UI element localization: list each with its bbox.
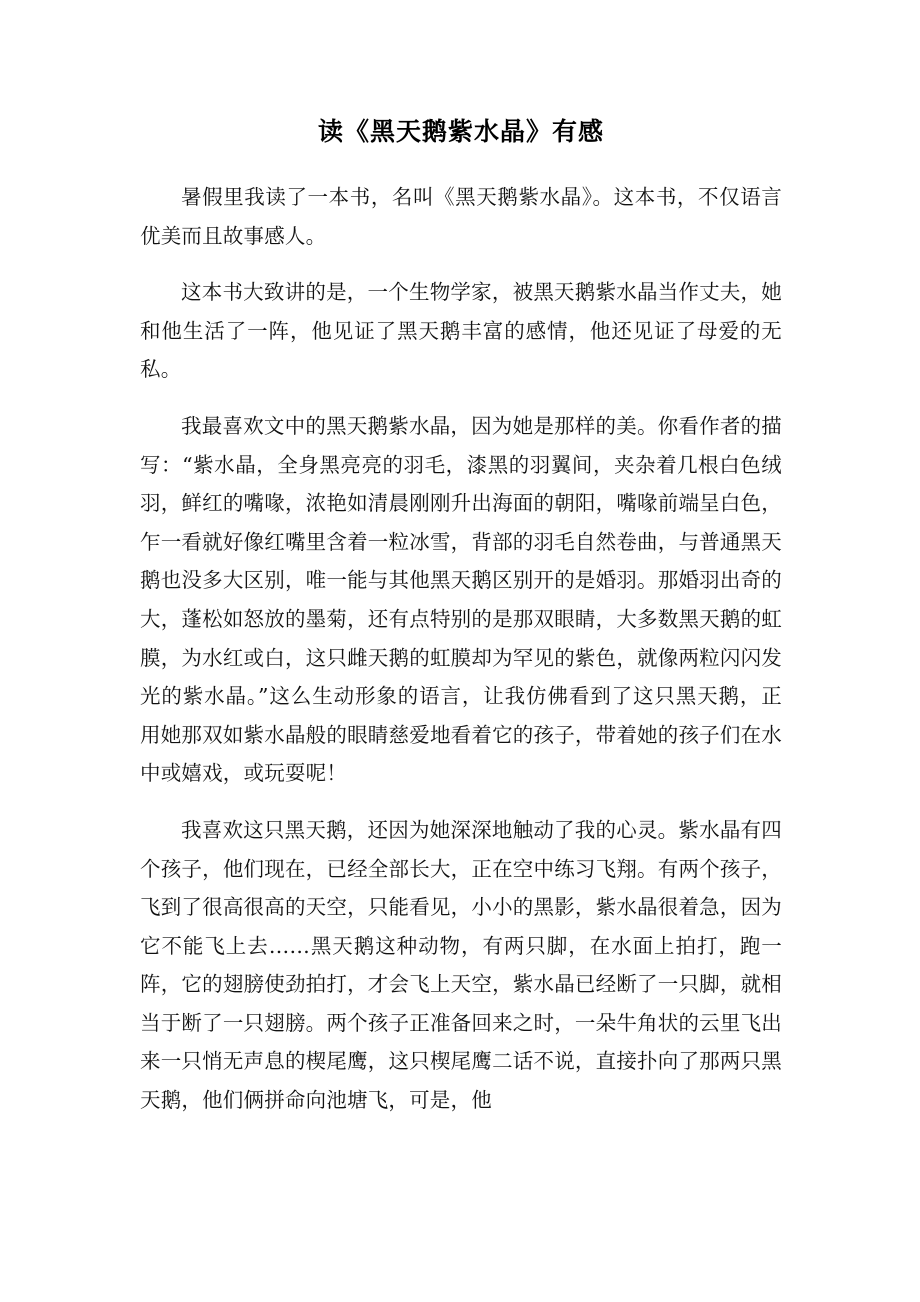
paragraph-2: 这本书大致讲的是，一个生物学家，被黑天鹅紫水晶当作丈夫，她和他生活了一阵，他见证了黑天鹅丰富的感情，他还见证了母爱的无私。 <box>140 280 782 382</box>
paragraph-1: 暑假里我读了一本书，名叫《黑天鹅紫水晶》。这本书，不仅语言优美而且故事感人。 <box>140 185 782 248</box>
page-title: 读《黑天鹅紫水晶》有感 <box>317 117 604 146</box>
paragraph-4: 我喜欢这只黑天鹅，还因为她深深地触动了我的心灵。紫水晶有四个孩子，他们现在，已经全部长大，正在空中练习飞翔。有两个孩子，飞到了很高很高的天空，只能看见，小小的黑影，紫水晶很着急，因为它不能飞上去……黑天鹅这种动物，有两只脚，在水面上拍打，跑一阵，它的翅膀使劲拍打，才会飞上天空，紫水晶已经断了一只脚，就相当于断了一只翅膀。两个孩子正准备回来之时，一朵牛角状的云里飞出来一只悄无声息的楔尾鹰，这只楔尾鹰二话不说，直接扑向了那两只黑天鹅，他们俩拼命向池塘飞，可是，他 <box>140 817 782 1113</box>
paragraph-3: 我最喜欢文中的黑天鹅紫水晶，因为她是那样的美。你看作者的描写：“紫水晶，全身黑亮亮的羽毛，漆黑的羽翼间，夹杂着几根白色绒羽，鲜红的嘴喙，浓艳如清晨刚刚升出海面的朝阳，嘴喙前端呈白色，乍一看就好像红嘴里含着一粒冰雪，背部的羽毛自然卷曲，与普通黑天鹅也没多大区别，唯一能与其他黑天鹅区别开的是婚羽。那婚羽出奇的大，蓬松如怒放的墨菊，还有点特别的是那双眼睛，大多数黑天鹅的虹膜，为水红或白，这只雌天鹅的虹膜却为罕见的紫色，就像两粒闪闪发光的紫水晶。”这么生动形象的语言，让我仿佛看到了这只黑天鹅，正用她那双如紫水晶般的眼睛慈爱地看着它的孩子，带着她的孩子们在水中或嬉戏，或玩耍呢！ <box>140 413 782 786</box>
